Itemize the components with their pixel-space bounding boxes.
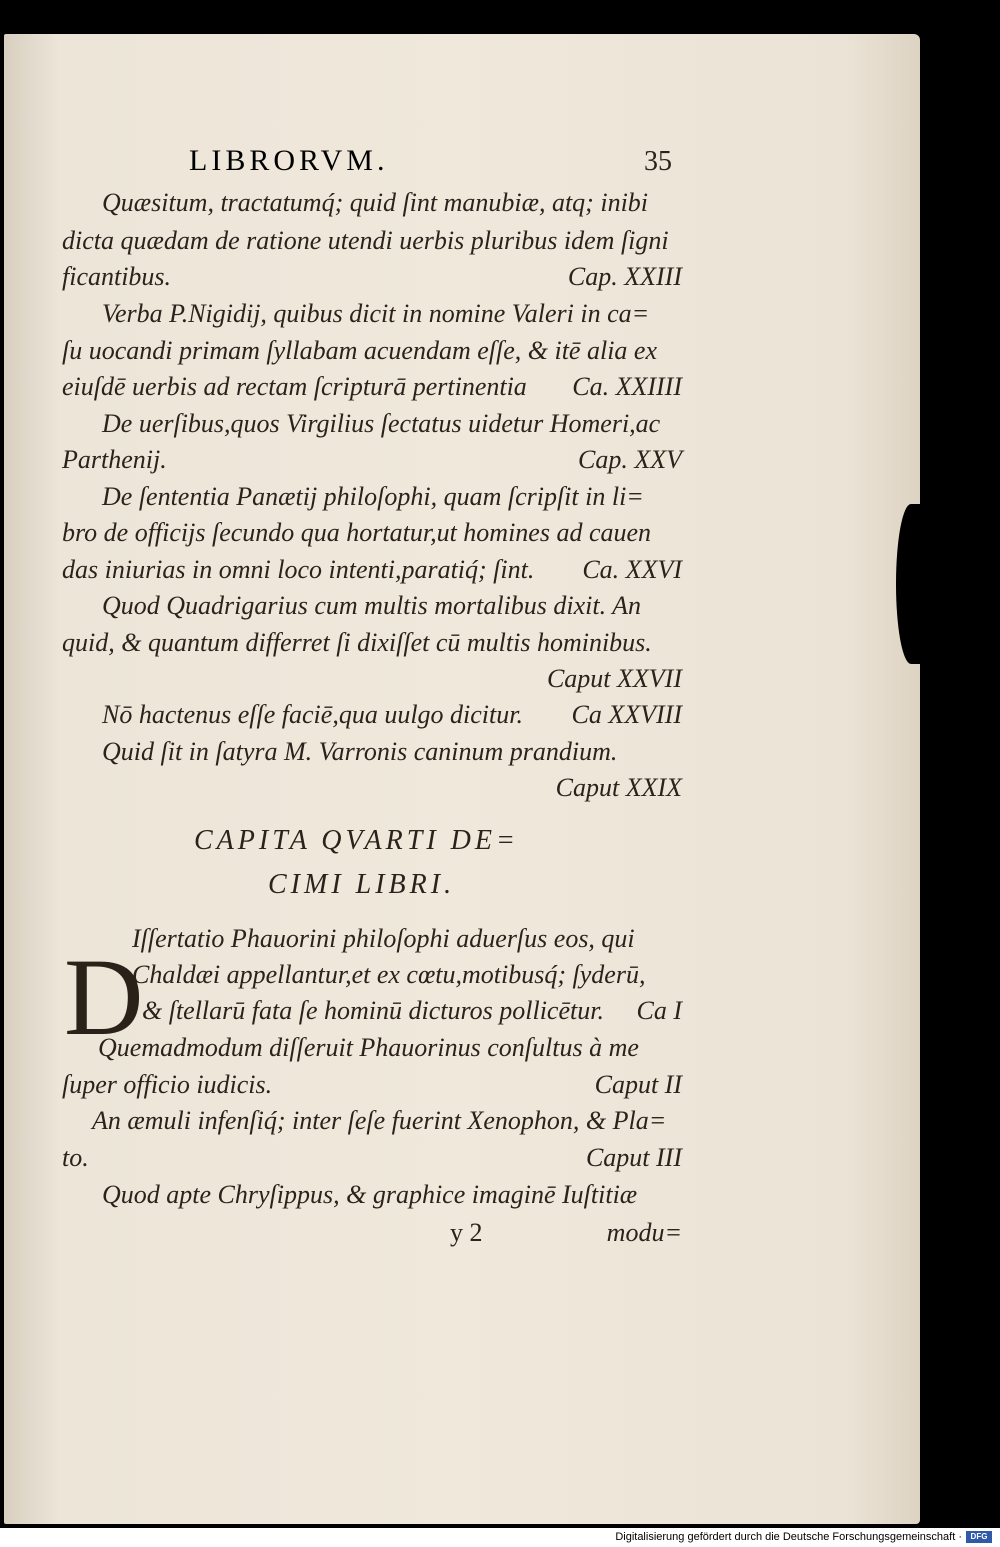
running-title: LIBRORVM. (189, 144, 389, 177)
book-page (4, 34, 920, 1524)
footer-credit: Digitalisierung gefördert durch die Deutsche Forschungsgemeinschaft · (615, 1531, 962, 1543)
text-line: De uerſibus,quos Virgilius ſectatus uidetur Homeri,ac (102, 409, 661, 438)
text-line: Parthenij. (62, 445, 167, 474)
text-block (62, 34, 682, 1534)
chapter-ref: Caput XXIX (555, 773, 682, 802)
text-line: Quod Quadrigarius cum multis mortalibus dixit. An (102, 591, 642, 620)
text-line: ficantibus. (62, 262, 172, 291)
text-line: Quod apte Chryſippus, & graphice imaginē Iuſtitiæ (102, 1180, 638, 1209)
section-heading: CAPITA QVARTI DE= (194, 825, 519, 856)
text-line: & ſtellarū fata ſe hominū dicturos pollicētur. (142, 996, 604, 1025)
catchword: modu= (606, 1218, 682, 1247)
chapter-ref: Cap. XXIII (567, 262, 682, 291)
text-line: eiuſdē uerbis ad rectam ſcripturā pertinentia (62, 372, 527, 401)
text-line: Iſſertatio Phauorini philoſophi aduerſus eos, qui (132, 924, 635, 953)
text-line: ſu uocandi primam ſyllabam acuendam eſſe, & itē alia ex (62, 336, 657, 365)
chapter-ref: Caput II (594, 1070, 682, 1099)
page-number: 35 (644, 146, 672, 177)
dfg-logo: DFG (966, 1531, 992, 1543)
footer-bar (0, 1528, 1000, 1547)
text-line: An æmuli infenſiq́; inter ſeſe fuerint Xenophon, & Pla= (92, 1106, 667, 1135)
text-line: Verba P.Nigidij, quibus dicit in nomine Valeri in ca= (102, 299, 650, 328)
text-line: Quid ſit in ſatyra M. Varronis caninum prandium. (102, 737, 618, 766)
text-line: Nō hactenus eſſe faciē,qua uulgo dicitur. (102, 700, 523, 729)
chapter-ref: Ca I (636, 996, 682, 1025)
text-line: ſuper officio iudicis. (62, 1070, 273, 1099)
chapter-ref: Caput III (585, 1143, 682, 1172)
chapter-ref: Ca. XXVI (582, 555, 682, 584)
chapter-ref: Ca. XXIIII (572, 372, 682, 401)
chapter-ref: Ca XXVIII (571, 700, 682, 729)
section-heading: CIMI LIBRI. (268, 869, 456, 900)
text-line: Quæsitum, tractatumq́; quid ſint manubiæ, atq; inibi (102, 188, 649, 217)
chapter-ref: Caput XXVII (546, 664, 682, 693)
text-line: das iniurias in omni loco intenti,paratiq́; ſint. (62, 555, 535, 584)
text-line: quid, & quantum differret ſi dixiſſet cū multis hominibus. (62, 628, 652, 657)
text-line: Quemadmodum diſſeruit Phauorinus conſultus à me (98, 1033, 639, 1062)
signature-mark: y 2 (450, 1218, 483, 1247)
text-line: Chaldæi appellantur,et ex cœtu,motibusq́; ſyderū, (132, 960, 646, 989)
chapter-ref: Cap. XXV (578, 445, 682, 474)
text-line: to. (62, 1143, 89, 1172)
text-line: De ſententia Panætij philoſophi, quam ſcripſit in li= (102, 482, 644, 511)
text-line: bro de officijs ſecundo qua hortatur,ut homines ad cauen (62, 518, 652, 547)
drop-capital: D (64, 936, 144, 1058)
text-line: dicta quædam de ratione utendi uerbis pluribus idem ſigni (62, 226, 669, 255)
